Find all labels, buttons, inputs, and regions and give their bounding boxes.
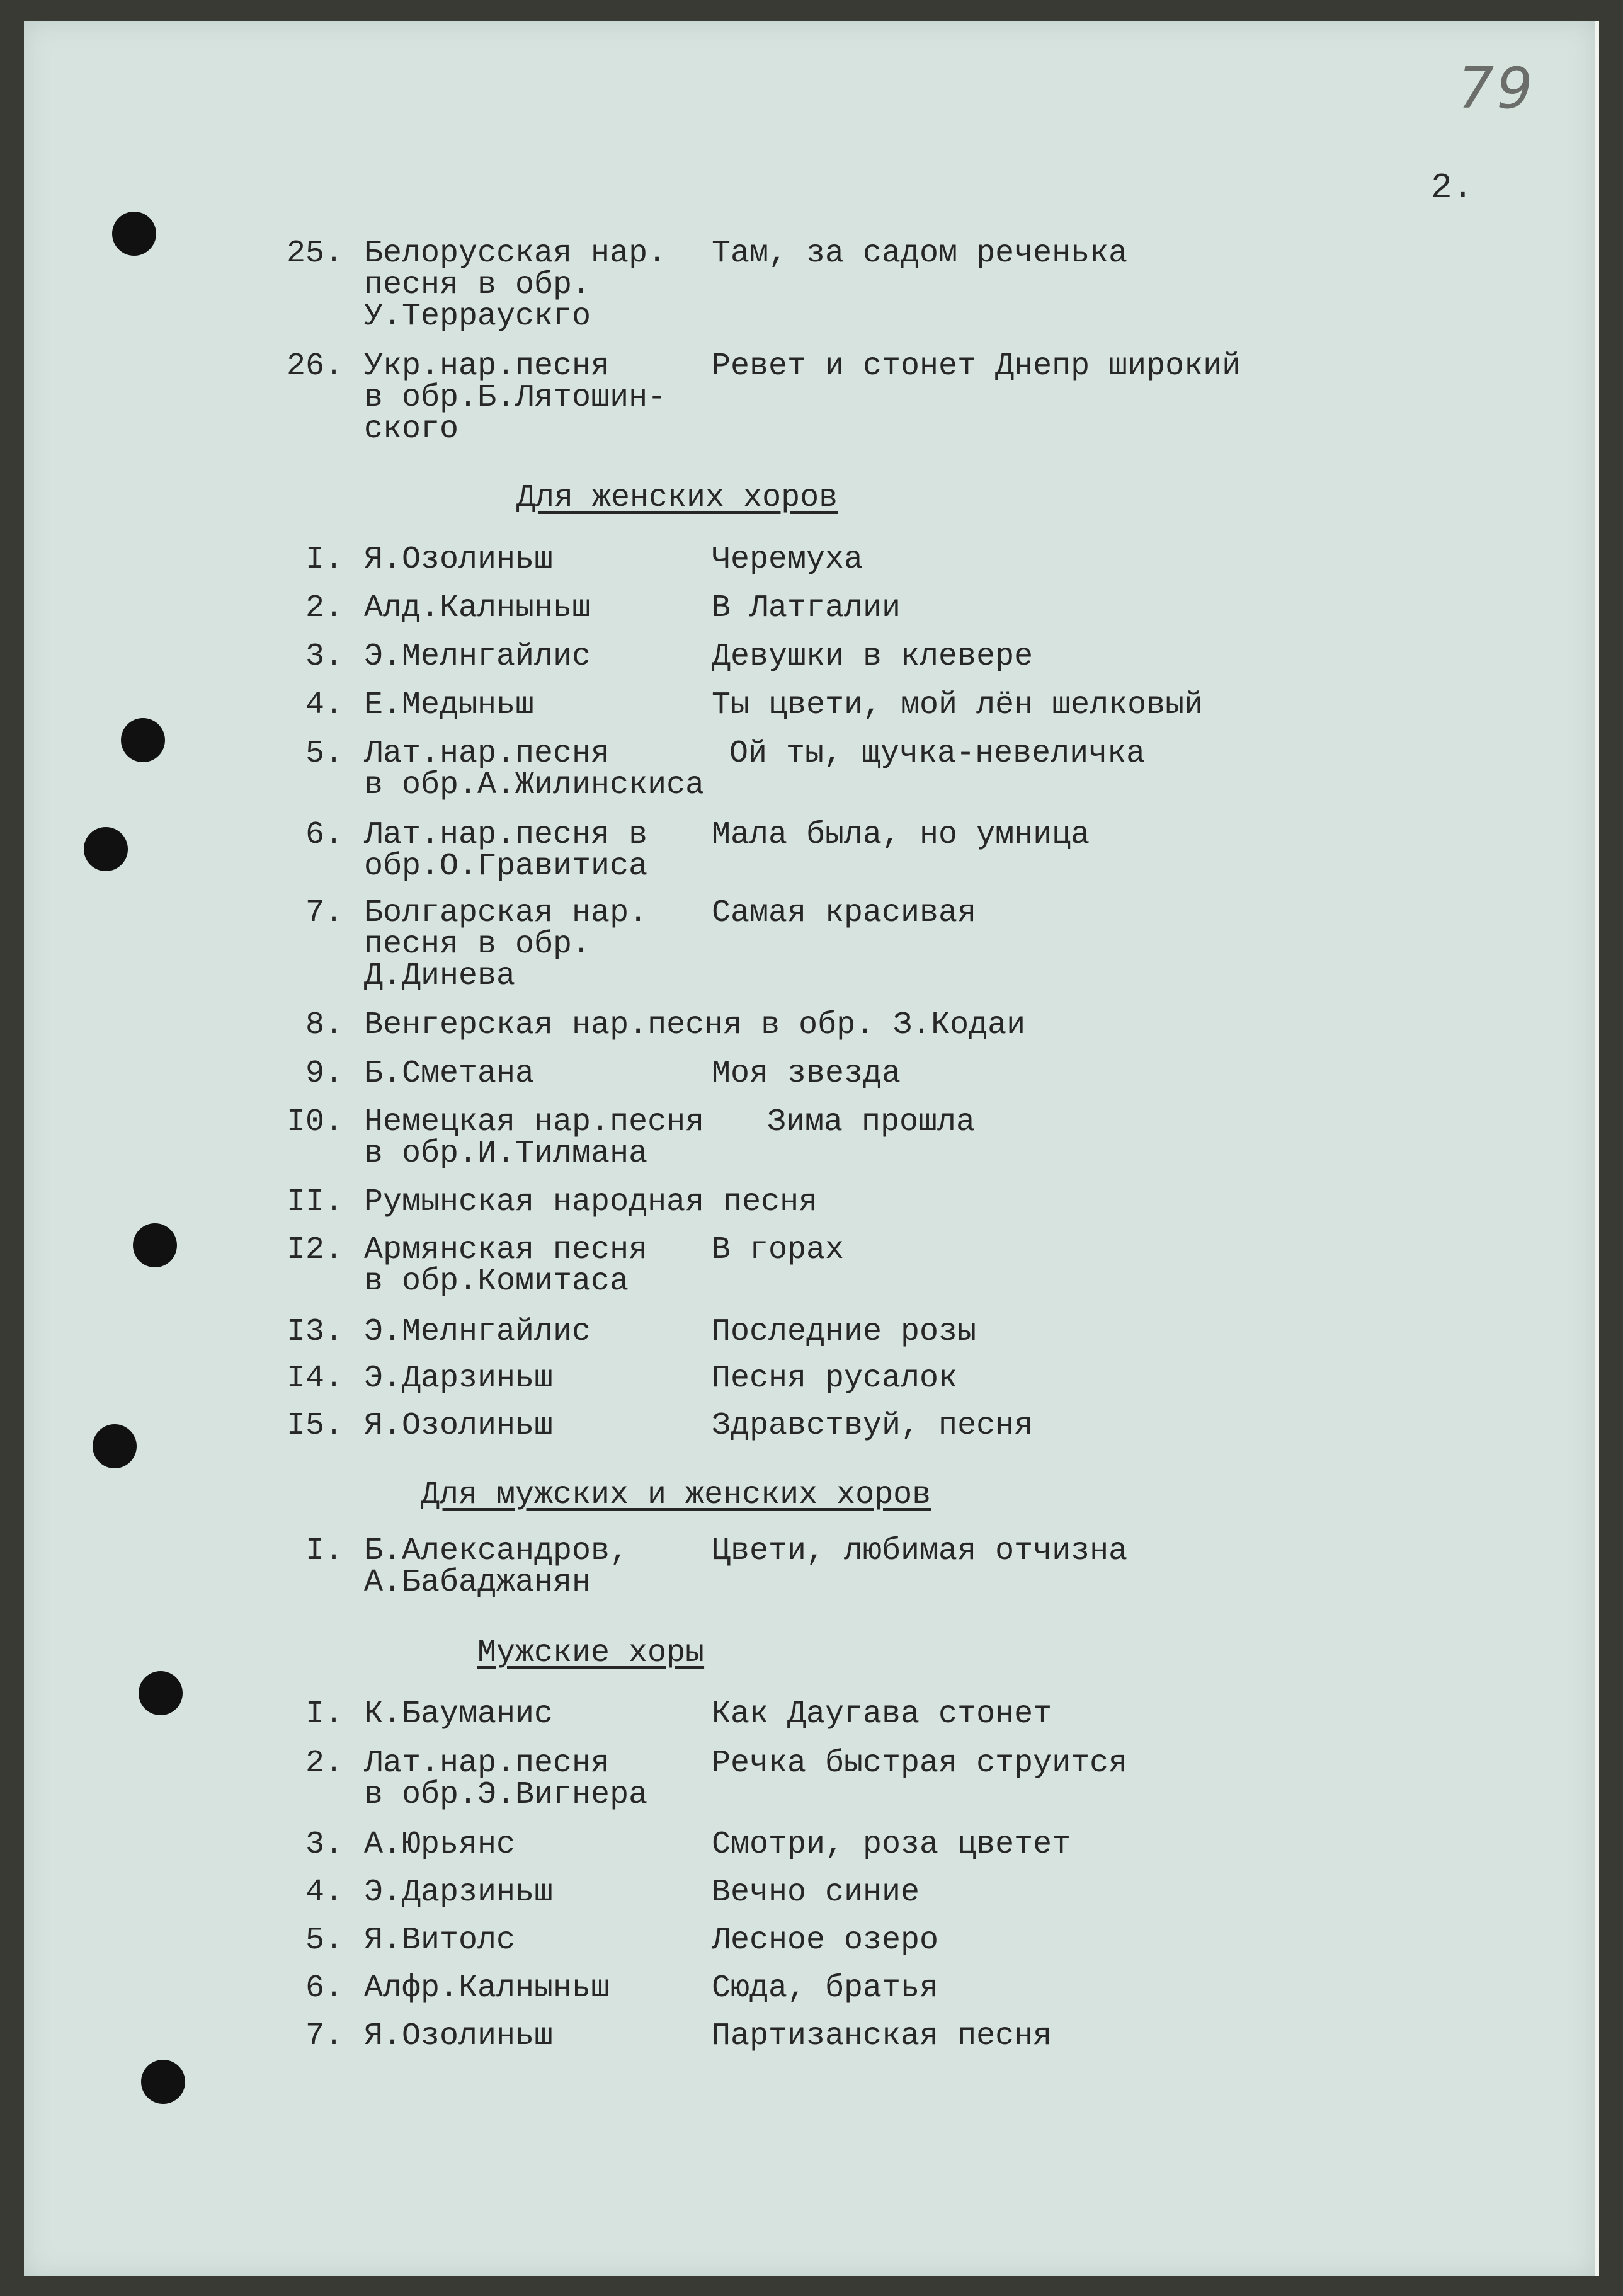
entry-composer: Венгерская нар.песня в обр. З.Кодаи <box>364 1007 1026 1043</box>
entry-title: Там, за садом реченька <box>712 236 1128 271</box>
punch-hole <box>139 1671 183 1715</box>
entry-title: Девушки в клевере <box>712 639 1034 675</box>
entry-title: Вечно синие <box>712 1875 920 1910</box>
entry-composer: Б.Сметана <box>364 1056 535 1092</box>
entry-number: 25. <box>286 236 343 271</box>
entry-number: I. <box>305 542 343 578</box>
entry-composer: Я.Озолиньш <box>364 1408 554 1444</box>
entry-title: Ревет и стонет Днепр широкий <box>712 348 1241 384</box>
page-number: 2. <box>1431 168 1474 208</box>
entry-number: 2. <box>305 1745 343 1781</box>
entry-composer: Б.Александров, А.Бабаджанян <box>364 1533 629 1601</box>
entry-composer: Э.Мелнгайлис <box>364 1314 591 1350</box>
entry-title: Самая красивая <box>712 895 977 931</box>
entry-composer: Я.Озолиньш <box>364 2018 554 2054</box>
entry-title: Мала была, но умница <box>712 817 1090 853</box>
entry-number: 6. <box>305 1970 343 2006</box>
entry-number: 26. <box>286 348 343 384</box>
entry-title: В горах <box>712 1232 845 1268</box>
entry-number: I2. <box>286 1232 343 1268</box>
entry-number: I3. <box>286 1314 343 1350</box>
entry-number: 7. <box>305 2018 343 2054</box>
entry-title: Последние розы <box>712 1314 977 1350</box>
entry-number: I4. <box>286 1361 343 1396</box>
entry-title: В Латгалии <box>712 590 901 626</box>
entry-composer: Немецкая нар.песня в обр.И.Тилмана <box>364 1104 705 1172</box>
entry-composer: Э.Дарзиньш <box>364 1875 554 1910</box>
entry-composer: К.Бауманис <box>364 1696 554 1732</box>
entry-number: 4. <box>305 1875 343 1910</box>
punch-hole <box>121 718 165 762</box>
entry-title: Здравствуй, песня <box>712 1408 1034 1444</box>
entry-title: Цвети, любимая отчизна <box>712 1533 1128 1569</box>
entry-composer: Э.Дарзиньш <box>364 1361 554 1396</box>
entry-number: 4. <box>305 687 343 723</box>
entry-title: Партизанская песня <box>712 2018 1052 2054</box>
entry-number: I. <box>305 1696 343 1732</box>
punch-hole <box>93 1424 137 1468</box>
entry-composer: Е.Медыньш <box>364 687 535 723</box>
entry-composer: Лат.нар.песня в обр.Э.Вигнера <box>364 1745 648 1813</box>
entry-number: I0. <box>286 1104 343 1140</box>
entry-number: 2. <box>305 590 343 626</box>
entry-composer: Я.Озолиньш <box>364 542 554 578</box>
entry-number: 9. <box>305 1056 343 1092</box>
entry-number: 3. <box>305 1827 343 1863</box>
entry-composer: Армянская песня в обр.Комитаса <box>364 1232 648 1299</box>
entry-number: I5. <box>286 1408 343 1444</box>
punch-hole <box>133 1223 177 1267</box>
entry-composer: Я.Витолс <box>364 1922 516 1958</box>
section-heading-mixed: Для мужских и женских хоров <box>421 1477 931 1513</box>
punch-hole <box>112 212 156 256</box>
entry-title: Сюда, братья <box>712 1970 939 2006</box>
folio-number: 79 <box>1458 55 1535 122</box>
entry-number: II. <box>286 1184 343 1220</box>
entry-title: Смотри, роза цветет <box>712 1827 1071 1863</box>
punch-hole <box>141 2060 185 2104</box>
entry-number: 5. <box>305 736 343 772</box>
entry-title: Зима прошла <box>767 1104 976 1140</box>
entry-composer: Румынская народная песня <box>364 1184 818 1220</box>
entry-number: 3. <box>305 639 343 675</box>
entry-title: Моя звезда <box>712 1056 901 1092</box>
entry-title: Черемуха <box>712 542 863 578</box>
entry-composer: Укр.нар.песня в обр.Б.Лятошин- ского <box>364 348 667 447</box>
entry-composer: Болгарская нар. песня в обр. Д.Динева <box>364 895 648 994</box>
section-heading-mens: Мужские хоры <box>477 1635 705 1671</box>
entry-composer: Лат.нар.песня в обр.А.Жилинскиса <box>364 736 705 803</box>
entry-composer: Лат.нар.песня в обр.О.Гравитиса <box>364 817 648 884</box>
entry-title: Лесное озеро <box>712 1922 939 1958</box>
entry-title: Речка быстрая струится <box>712 1745 1128 1781</box>
entry-composer: Э.Мелнгайлис <box>364 639 591 675</box>
entry-composer: А.Юрьянс <box>364 1827 516 1863</box>
entry-number: 6. <box>305 817 343 853</box>
entry-title: Как Даугава стонет <box>712 1696 1052 1732</box>
entry-composer: Алд.Калныньш <box>364 590 591 626</box>
entry-composer: Алфр.Калныньш <box>364 1970 610 2006</box>
punch-hole <box>84 827 128 871</box>
section-heading-womens: Для женских хоров <box>516 480 838 516</box>
entry-composer: Белорусская нар. песня в обр. У.Терраускго <box>364 236 667 334</box>
entry-title: Ты цвети, мой лён шелковый <box>712 687 1204 723</box>
entry-title: Песня русалок <box>712 1361 958 1396</box>
entry-number: 8. <box>305 1007 343 1043</box>
entry-number: I. <box>305 1533 343 1569</box>
entry-title: Ой ты, щучка-невеличка <box>729 736 1146 772</box>
entry-number: 7. <box>305 895 343 931</box>
entry-number: 5. <box>305 1922 343 1958</box>
